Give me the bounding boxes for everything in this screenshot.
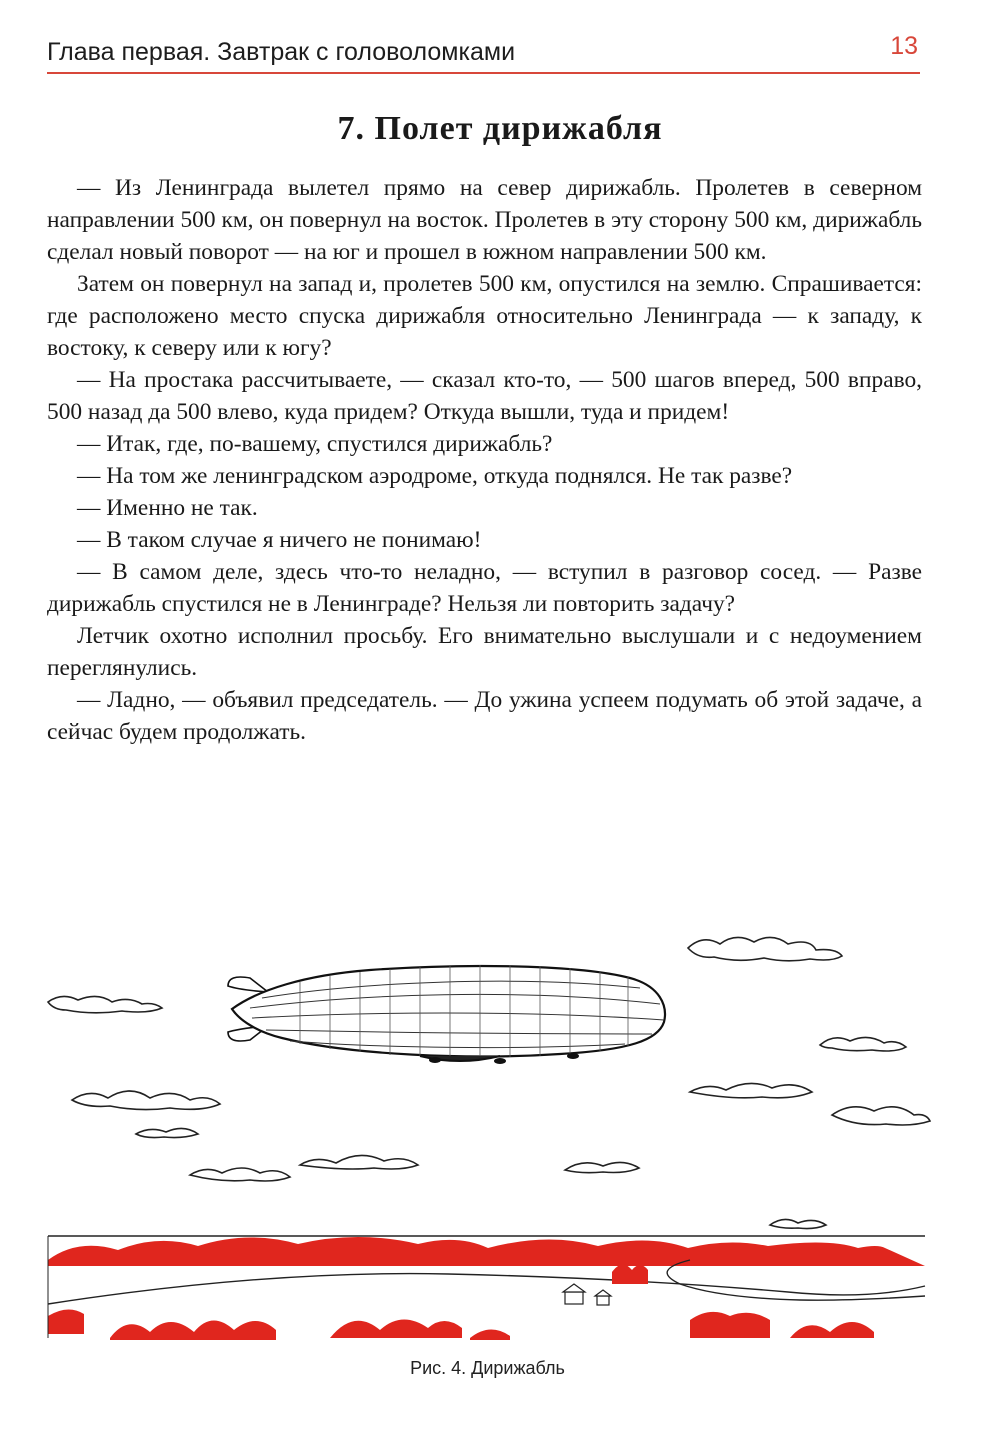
engine-pod [567,1053,579,1059]
cloud [72,1091,220,1110]
cloud [565,1162,639,1172]
paragraph: — Именно не так. [77,495,258,521]
cloud [300,1155,418,1169]
paragraph: — Итак, где, по-вашему, спустился дирижабль? [77,431,553,457]
trees [612,1264,648,1284]
paragraph: Летчик охотно исполнил просьбу. Его внимательно выслушали и с недоумением переглянулись. [47,623,922,681]
chapter-title: Глава первая. Завтрак с головоломками [47,38,516,66]
landscape [48,1236,925,1340]
paragraph: — На том же ленинградском аэродроме, откуда поднялся. Не так разве? [77,463,793,489]
cloud [136,1128,198,1137]
paragraph: Затем он повернул на запад и, пролетев 500 км, опустился на землю. Спрашивается: где расположено место спуска дирижабля относительно Ленинграда — к западу, к востоку, к северу или к югу? [47,271,922,361]
airship-illustration [0,920,1000,1340]
distant-hills [48,1237,925,1266]
paragraph: — Ладно, — объявил председатель. — До ужина успеем подумать об этой задаче, а сейчас будем продолжать. [47,687,922,745]
cloud [820,1037,906,1051]
page-number: 13 [890,32,918,60]
cloud [688,937,842,960]
house-icon [563,1284,611,1305]
paragraph: — На простака рассчитываете, — сказал кто-то, — 500 шагов вперед, 500 вправо, 500 назад да 500 влево, куда придем? Откуда вышли, туда и придем! [47,367,922,425]
running-header [47,28,920,74]
foreground-bushes [48,1309,874,1340]
paragraph: — Из Ленинграда вылетел прямо на север дирижабль. Пролетев в северном направлении 500 км, он повернул на восток. Пролетев в эту сторону 500 км, дирижабль сделал новый поворот — на юг и прошел в южном направлении 500 км. [47,175,922,265]
cloud [690,1083,812,1097]
paragraph: — В самом деле, здесь что-то неладно, — вступил в разговор сосед. — Разве дирижабль спустился не в Ленинграде? Нельзя ли повторить задачу? [47,559,922,617]
tail-fin [228,977,268,992]
section-title: 7. Полет дирижабля [337,110,663,147]
cloud [190,1168,290,1181]
engine-pod [429,1057,441,1063]
cloud [48,996,162,1012]
cloud [832,1107,930,1125]
body-text [47,172,922,748]
paragraph: — В таком случае я ничего не понимаю! [77,527,482,553]
engine-pod [494,1058,506,1064]
figure-caption: Рис. 4. Дирижабль [410,1358,565,1378]
airship [228,965,665,1064]
river [667,1260,925,1300]
cloud [770,1219,826,1228]
